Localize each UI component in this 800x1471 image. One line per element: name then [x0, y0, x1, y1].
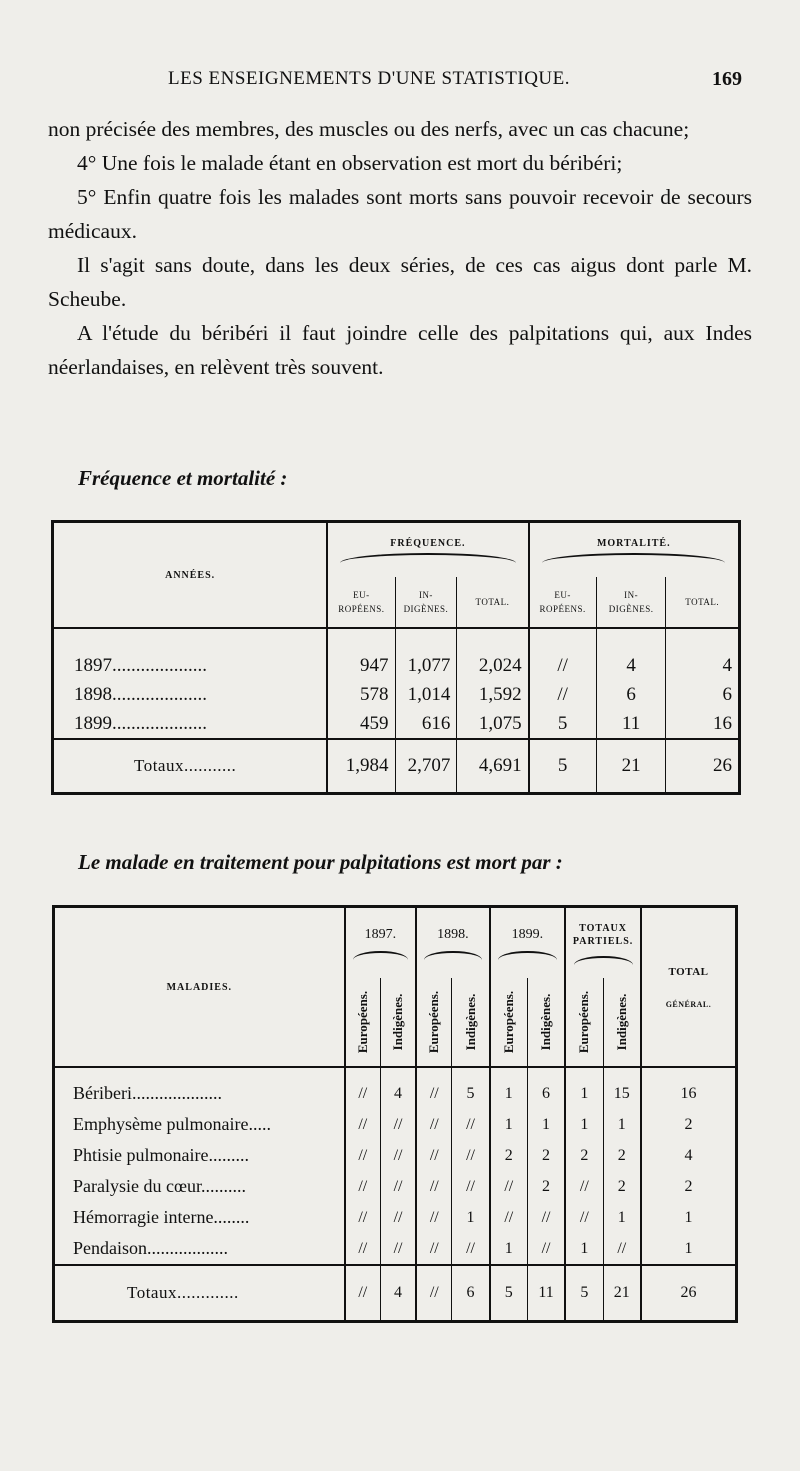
palpitations-causes-table — [52, 905, 738, 1323]
body-text — [48, 112, 752, 384]
rotated-label: Européens. — [576, 990, 592, 1054]
cell: // — [452, 1233, 490, 1265]
cell: 1 — [684, 1208, 693, 1226]
cell: // — [416, 1067, 452, 1109]
subheader-label: IN- DIGÈNES. — [403, 590, 449, 614]
cell: // — [345, 1109, 381, 1140]
cell: // — [416, 1233, 452, 1265]
cell: // — [345, 1140, 381, 1171]
cell: 2 — [527, 1171, 565, 1202]
paragraph-2: 4° Une fois le malade étant en observation est mort du béribéri; — [77, 151, 623, 175]
cell: 15 — [603, 1067, 641, 1109]
row-label: 1899.................... — [53, 709, 328, 739]
totals-label: Totaux........... — [53, 739, 328, 794]
cell: 16 — [680, 1084, 697, 1102]
cell: 1,592 — [457, 680, 529, 709]
cell: 1 — [565, 1109, 603, 1140]
cell: // — [380, 1109, 416, 1140]
cell: 5 — [529, 739, 597, 794]
subheader-indigenes — [380, 978, 416, 1067]
cell: 1 — [490, 1233, 528, 1265]
subheader-total: TOTAL. — [457, 577, 529, 628]
row-label: Bériberi.................... — [54, 1067, 345, 1109]
cell: // — [380, 1233, 416, 1265]
year-label: 1897. — [364, 926, 397, 942]
year-label: 1899. — [511, 926, 544, 942]
cell: 6 — [722, 683, 732, 705]
cell: 459 — [327, 709, 395, 739]
subheader-europeens — [529, 577, 597, 628]
cell: // — [490, 1202, 528, 1233]
table-row — [54, 1140, 737, 1171]
cell: 4 — [684, 1146, 693, 1164]
subheader-label: EU- ROPÉENS. — [338, 590, 385, 614]
cell: 1 — [490, 1109, 528, 1140]
cell: 2 — [603, 1140, 641, 1171]
cell: 2 — [527, 1140, 565, 1171]
cell: // — [452, 1171, 490, 1202]
row-label: Phtisie pulmonaire......... — [54, 1140, 345, 1171]
cell: 1 — [684, 1239, 693, 1257]
brace — [424, 951, 481, 960]
cell: 947 — [327, 628, 395, 680]
running-head — [0, 68, 800, 98]
row-label: Paralysie du cœur.......... — [54, 1171, 345, 1202]
cell: // — [345, 1202, 381, 1233]
general-label: GÉNÉRAL. — [665, 999, 712, 1009]
rotated-label: Européens. — [426, 990, 442, 1054]
cell: 2 — [684, 1177, 693, 1195]
cell: 616 — [395, 709, 457, 739]
cell: 4 — [380, 1067, 416, 1109]
cell: 2,707 — [395, 739, 457, 794]
row-label: 1897.................... — [53, 628, 328, 680]
brace — [574, 956, 633, 965]
year-label: 1898. — [437, 926, 469, 942]
cell: // — [565, 1202, 603, 1233]
cell: // — [416, 1109, 452, 1140]
cell: // — [416, 1265, 452, 1322]
cell: 1 — [565, 1233, 603, 1265]
paragraph-1: non précisée des membres, des muscles ou des nerfs, avec un cas chacune; — [48, 117, 690, 141]
table-row — [53, 709, 740, 739]
subheader-europeens — [327, 577, 395, 628]
cell: // — [603, 1233, 641, 1265]
cell: 5 — [565, 1265, 603, 1322]
cell: 1,075 — [457, 709, 529, 739]
cell: // — [452, 1109, 490, 1140]
cell: 21 — [596, 739, 666, 794]
group-header-frequence — [327, 522, 528, 578]
page-number: 169 — [712, 68, 742, 90]
cell: // — [529, 680, 597, 709]
subheader-total: TOTAL. — [666, 577, 740, 628]
cell: 16 — [713, 712, 732, 734]
cell: // — [565, 1171, 603, 1202]
subheader-europeens — [345, 978, 381, 1067]
totals-label: Totaux............. — [54, 1265, 345, 1322]
cell: // — [490, 1171, 528, 1202]
cell: 26 — [641, 1265, 737, 1322]
cell: 1 — [603, 1109, 641, 1140]
running-title: LES ENSEIGNEMENTS D'UNE STATISTIQUE. — [168, 68, 570, 89]
cell: // — [416, 1171, 452, 1202]
cell: 578 — [327, 680, 395, 709]
cell: 6 — [596, 680, 666, 709]
paragraph-4: Il s'agit sans doute, dans les deux séries, de ces cas aigus dont parle M. Scheube. — [48, 253, 752, 311]
cell: 2 — [565, 1140, 603, 1171]
cell: 1,014 — [395, 680, 457, 709]
totaux-partiels-label: TOTAUX PARTIELS. — [572, 922, 634, 947]
brace — [340, 553, 515, 563]
row-label: Emphysème pulmonaire..... — [54, 1109, 345, 1140]
brace — [498, 951, 557, 960]
subheader-indigenes — [395, 577, 457, 628]
cell: 1 — [527, 1109, 565, 1140]
group-label: MORTALITÉ. — [596, 537, 671, 549]
table-row — [54, 1233, 737, 1265]
frequency-mortality-table — [51, 520, 741, 795]
group-label: FRÉQUENCE. — [390, 537, 466, 549]
subheader-indigenes — [527, 978, 565, 1067]
cell: // — [529, 628, 597, 680]
caption-frequence: Fréquence et mortalité : — [78, 466, 288, 490]
paragraph-5: A l'étude du béribéri il faut joindre celle des palpitations qui, aux Indes néerlandaises, en relèvent très souvent. — [48, 321, 752, 379]
cell: 2 — [684, 1115, 693, 1133]
cell: 1,077 — [395, 628, 457, 680]
subheader-indigenes — [452, 978, 490, 1067]
cell: // — [345, 1233, 381, 1265]
caption-palpitations: Le malade en traitement pour palpitations est mort par : — [78, 850, 563, 874]
rotated-label: Indigènes. — [390, 993, 406, 1051]
column-header-annees: ANNÉES. — [53, 522, 328, 629]
totals-row — [53, 739, 740, 794]
paragraph-3: 5° Enfin quatre fois les malades sont morts sans pouvoir recevoir de secours médicaux. — [48, 185, 752, 243]
table-row — [53, 680, 740, 709]
cell: 4 — [722, 654, 732, 676]
brace — [542, 553, 725, 563]
group-header-mortalite — [529, 522, 740, 578]
cell: 26 — [666, 739, 740, 794]
table-row — [54, 1202, 737, 1233]
cell: 2,024 — [457, 628, 529, 680]
cell: // — [527, 1233, 565, 1265]
cell: // — [345, 1067, 381, 1109]
subheader-europeens — [565, 978, 603, 1067]
subheader-indigenes — [603, 978, 641, 1067]
brace — [353, 951, 409, 960]
table-row — [54, 1109, 737, 1140]
rotated-label: Indigènes. — [538, 993, 554, 1051]
column-header-maladies: MALADIES. — [54, 907, 345, 1068]
subheader-europeens — [416, 978, 452, 1067]
year-header — [490, 907, 565, 979]
cell: 6 — [452, 1265, 490, 1322]
subheader-label: IN- DIGÈNES. — [608, 590, 654, 614]
row-label: 1898.................... — [53, 680, 328, 709]
cell: 5 — [452, 1067, 490, 1109]
cell: // — [380, 1202, 416, 1233]
cell: 4 — [596, 628, 666, 680]
cell: 21 — [603, 1265, 641, 1322]
table-row — [53, 628, 740, 680]
cell: 1 — [490, 1067, 528, 1109]
cell: 1 — [565, 1067, 603, 1109]
cell: // — [416, 1140, 452, 1171]
year-header — [416, 907, 490, 979]
cell: 5 — [529, 709, 597, 739]
cell: 4,691 — [457, 739, 529, 794]
cell: 6 — [527, 1067, 565, 1109]
subheader-europeens — [490, 978, 528, 1067]
cell: 11 — [596, 709, 666, 739]
cell: // — [345, 1265, 381, 1322]
subheader-label: EU- ROPÉENS. — [539, 590, 586, 614]
cell: 2 — [490, 1140, 528, 1171]
table-row — [54, 1171, 737, 1202]
rotated-label: Européens. — [354, 990, 370, 1054]
cell: // — [380, 1171, 416, 1202]
cell: 4 — [380, 1265, 416, 1322]
cell: // — [527, 1202, 565, 1233]
rotated-label: Indigènes. — [462, 993, 478, 1051]
cell: // — [345, 1171, 381, 1202]
total-general-header — [641, 907, 737, 1068]
table-row — [54, 1067, 737, 1109]
totals-row — [54, 1265, 737, 1322]
rotated-label: Européens. — [500, 990, 516, 1054]
cell: 1,984 — [327, 739, 395, 794]
year-header — [345, 907, 417, 979]
cell: 1 — [452, 1202, 490, 1233]
totaux-partiels-header — [565, 907, 641, 979]
rotated-label: Indigènes. — [613, 993, 629, 1051]
cell: 5 — [490, 1265, 528, 1322]
cell: // — [416, 1202, 452, 1233]
cell: // — [380, 1140, 416, 1171]
cell: 11 — [527, 1265, 565, 1322]
row-label: Hémorragie interne........ — [54, 1202, 345, 1233]
cell: 2 — [603, 1171, 641, 1202]
cell: // — [452, 1140, 490, 1171]
subheader-indigenes — [596, 577, 666, 628]
cell: 1 — [603, 1202, 641, 1233]
row-label: Pendaison.................. — [54, 1233, 345, 1265]
total-label: TOTAL — [668, 965, 709, 978]
